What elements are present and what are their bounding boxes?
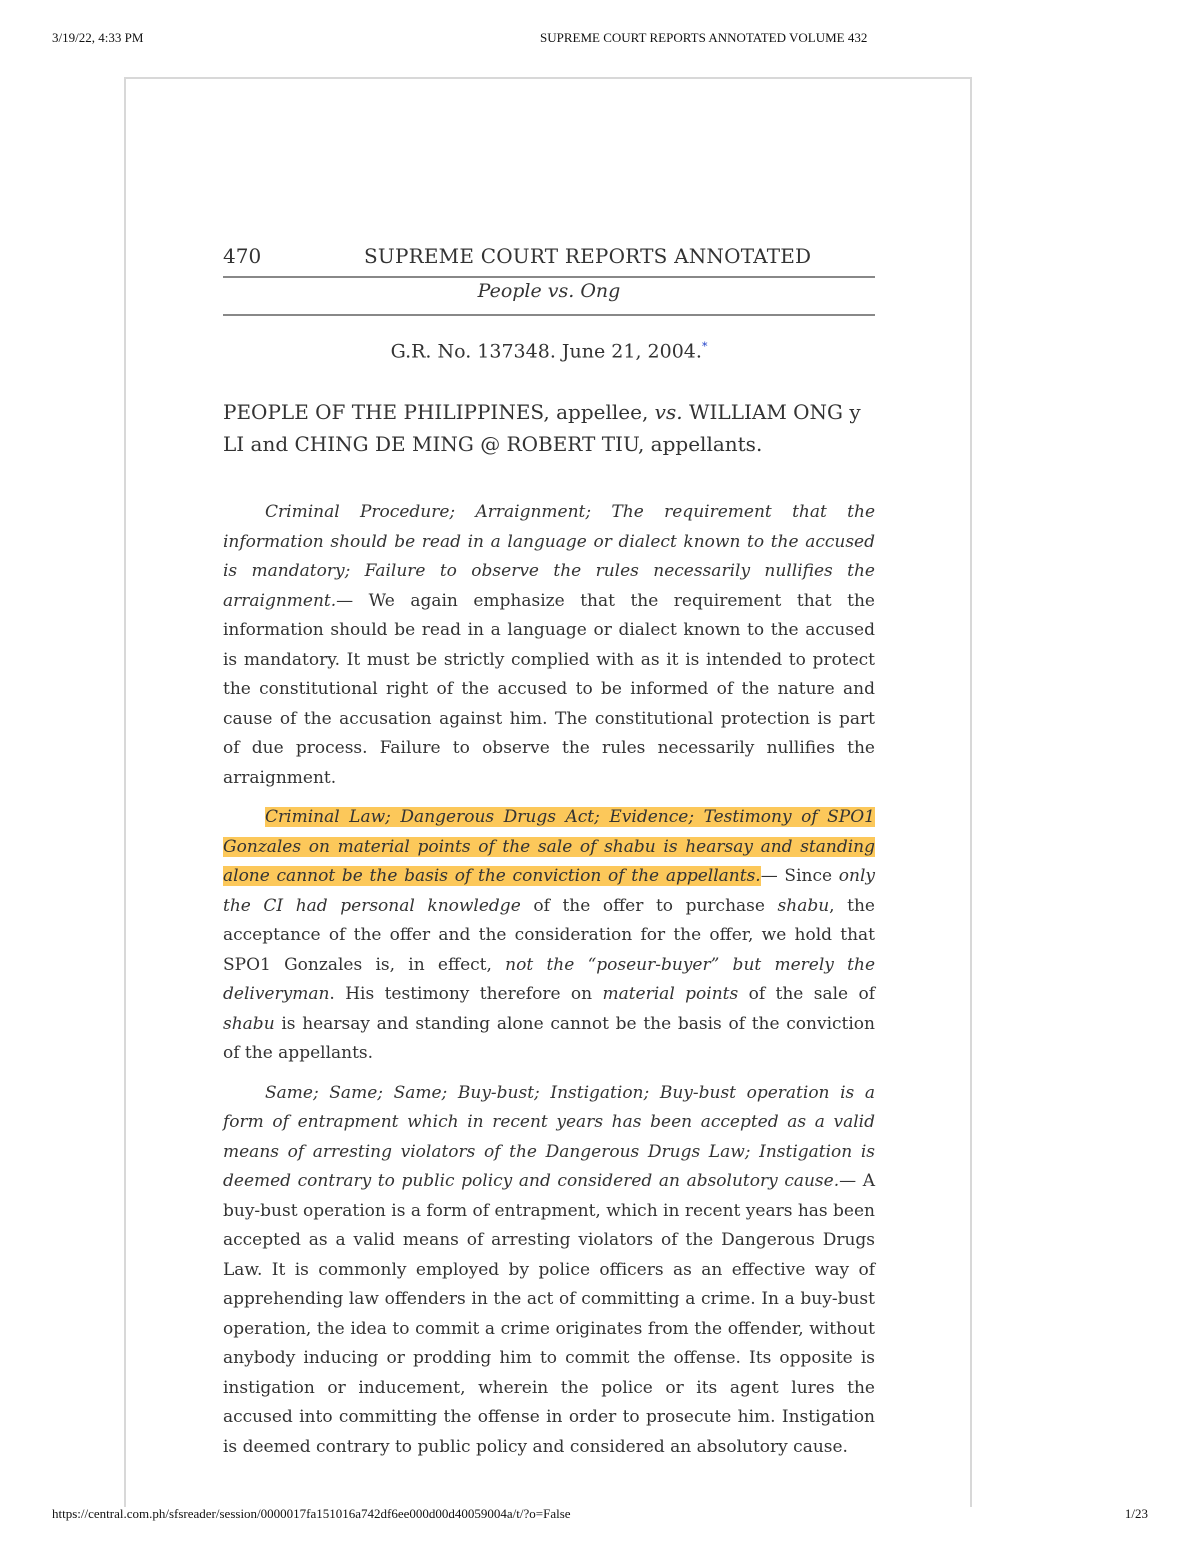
header-rule-bottom (223, 314, 875, 316)
document-content (223, 240, 875, 1462)
parties-appellants: WILLIAM ONG y LI and CHING DE MING @ ROBERT TIU, appellants. (223, 400, 861, 457)
syllabus-2-body-part: — Since (760, 866, 839, 887)
running-title: SUPREME COURT REPORTS ANNOTATED (364, 244, 812, 268)
syllabus-1-body: — We again emphasize that the requirement that the information should be read in a language or dialect known to the accused is mandatory. It must be strictly complied with as it is intended to protect the constitutional right of the accused to be informed of the nature and cause of the accusation against him. The constitutional protection is part of due process. Failure to observe the rules necessarily nullifies the arraignment. (223, 590, 875, 788)
case-caption: People vs. Ong (477, 280, 621, 302)
syllabus-2-italic-part: material points (602, 984, 739, 1005)
syllabus-2-italic-part: shabu (223, 1013, 275, 1034)
browser-print-footer (52, 1506, 1148, 1526)
syllabus-3-heading: Same; Same; Same; Buy-bust; Instigation; Buy-bust operation is a form of entrapment which in recent years has been accepted as a valid means of arresting violators of the Dangerous Drugs Law; Instigation is deemed contrary to public policy and considered an absolutory cause. (223, 1082, 875, 1192)
print-document-title: SUPREME COURT REPORTS ANNOTATED VOLUME 432 (540, 30, 868, 45)
syllabus-2-body-part: is hearsay and standing alone cannot be the basis of the conviction of the appellants. (223, 1013, 875, 1064)
browser-print-header (52, 30, 1148, 50)
syllabus-2-italic-part: not the “poseur-buyer” but merely the deliveryman (223, 954, 876, 1005)
syllabus-2-heading-highlighted: Criminal Law; Dangerous Drugs Act; Evidence; Testimony of SPO1 Gonzales on material points of the sale of shabu is hearsay and standing alone cannot be the basis of the conviction of the appellants. (223, 807, 875, 887)
syllabus-2-italic-part: shabu (777, 895, 830, 916)
case-parties (223, 396, 875, 460)
print-page-indicator: 1/23 (1124, 1506, 1148, 1521)
syllabus-2-body-part: . His testimony therefore on (329, 984, 603, 1005)
running-head (223, 240, 875, 276)
syllabus-3-body: — A buy-bust operation is a form of entrapment, which in recent years has been accepted as a valid means of arresting violators of the Dangerous Drugs Law. It is commonly employed by police officers as an effective way of apprehending law offenders in the act of committing a crime. In a buy-bust operation, the idea to commit a crime originates from the offender, without anybody inducing or prodding him to commit the offense. Its opposite is instigation or inducement, wherein the police or its agent lures the accused into committing the offense in order to prosecute him. Instigation is deemed contrary to public policy and considered an absolutory cause. (223, 1171, 876, 1457)
print-datetime: 3/19/22, 4:33 PM (52, 30, 144, 45)
parties-vs: vs. (654, 400, 683, 425)
parties-appellee: PEOPLE OF THE PHILIPPINES, appellee, (223, 400, 655, 425)
syllabus-paragraph-2 (223, 803, 875, 1069)
syllabus-2-body-part: of the offer to purchase (520, 895, 778, 916)
syllabus-1-heading: Criminal Procedure; Arraignment; The requirement that the information should be read in a language or dialect known to the accused is mandatory; Failure to observe the rules necessarily nullifies the arraignment. (223, 502, 875, 611)
page-number: 470 (223, 244, 262, 268)
gr-number-line (223, 340, 875, 362)
gr-number-text: G.R. No. 137348. June 21, 2004. (390, 340, 702, 363)
syllabus-2-body-part: of the sale of (738, 984, 875, 1005)
syllabus-paragraph-3 (223, 1079, 875, 1463)
print-url: https://central.com.ph/sfsreader/session/0000017fa151016a742df6ee000d00d40059004a/t/?o=False (52, 1506, 571, 1521)
syllabus-paragraph-1 (223, 498, 875, 793)
footnote-link[interactable]: * (701, 340, 708, 353)
syllabus-2-body-part: , the acceptance of the offer and the consideration for the offer, we hold that SPO1 Gonzales is, in effect, (223, 895, 875, 975)
syllabus-2-italic-part: only the CI had personal knowledge (223, 866, 875, 916)
